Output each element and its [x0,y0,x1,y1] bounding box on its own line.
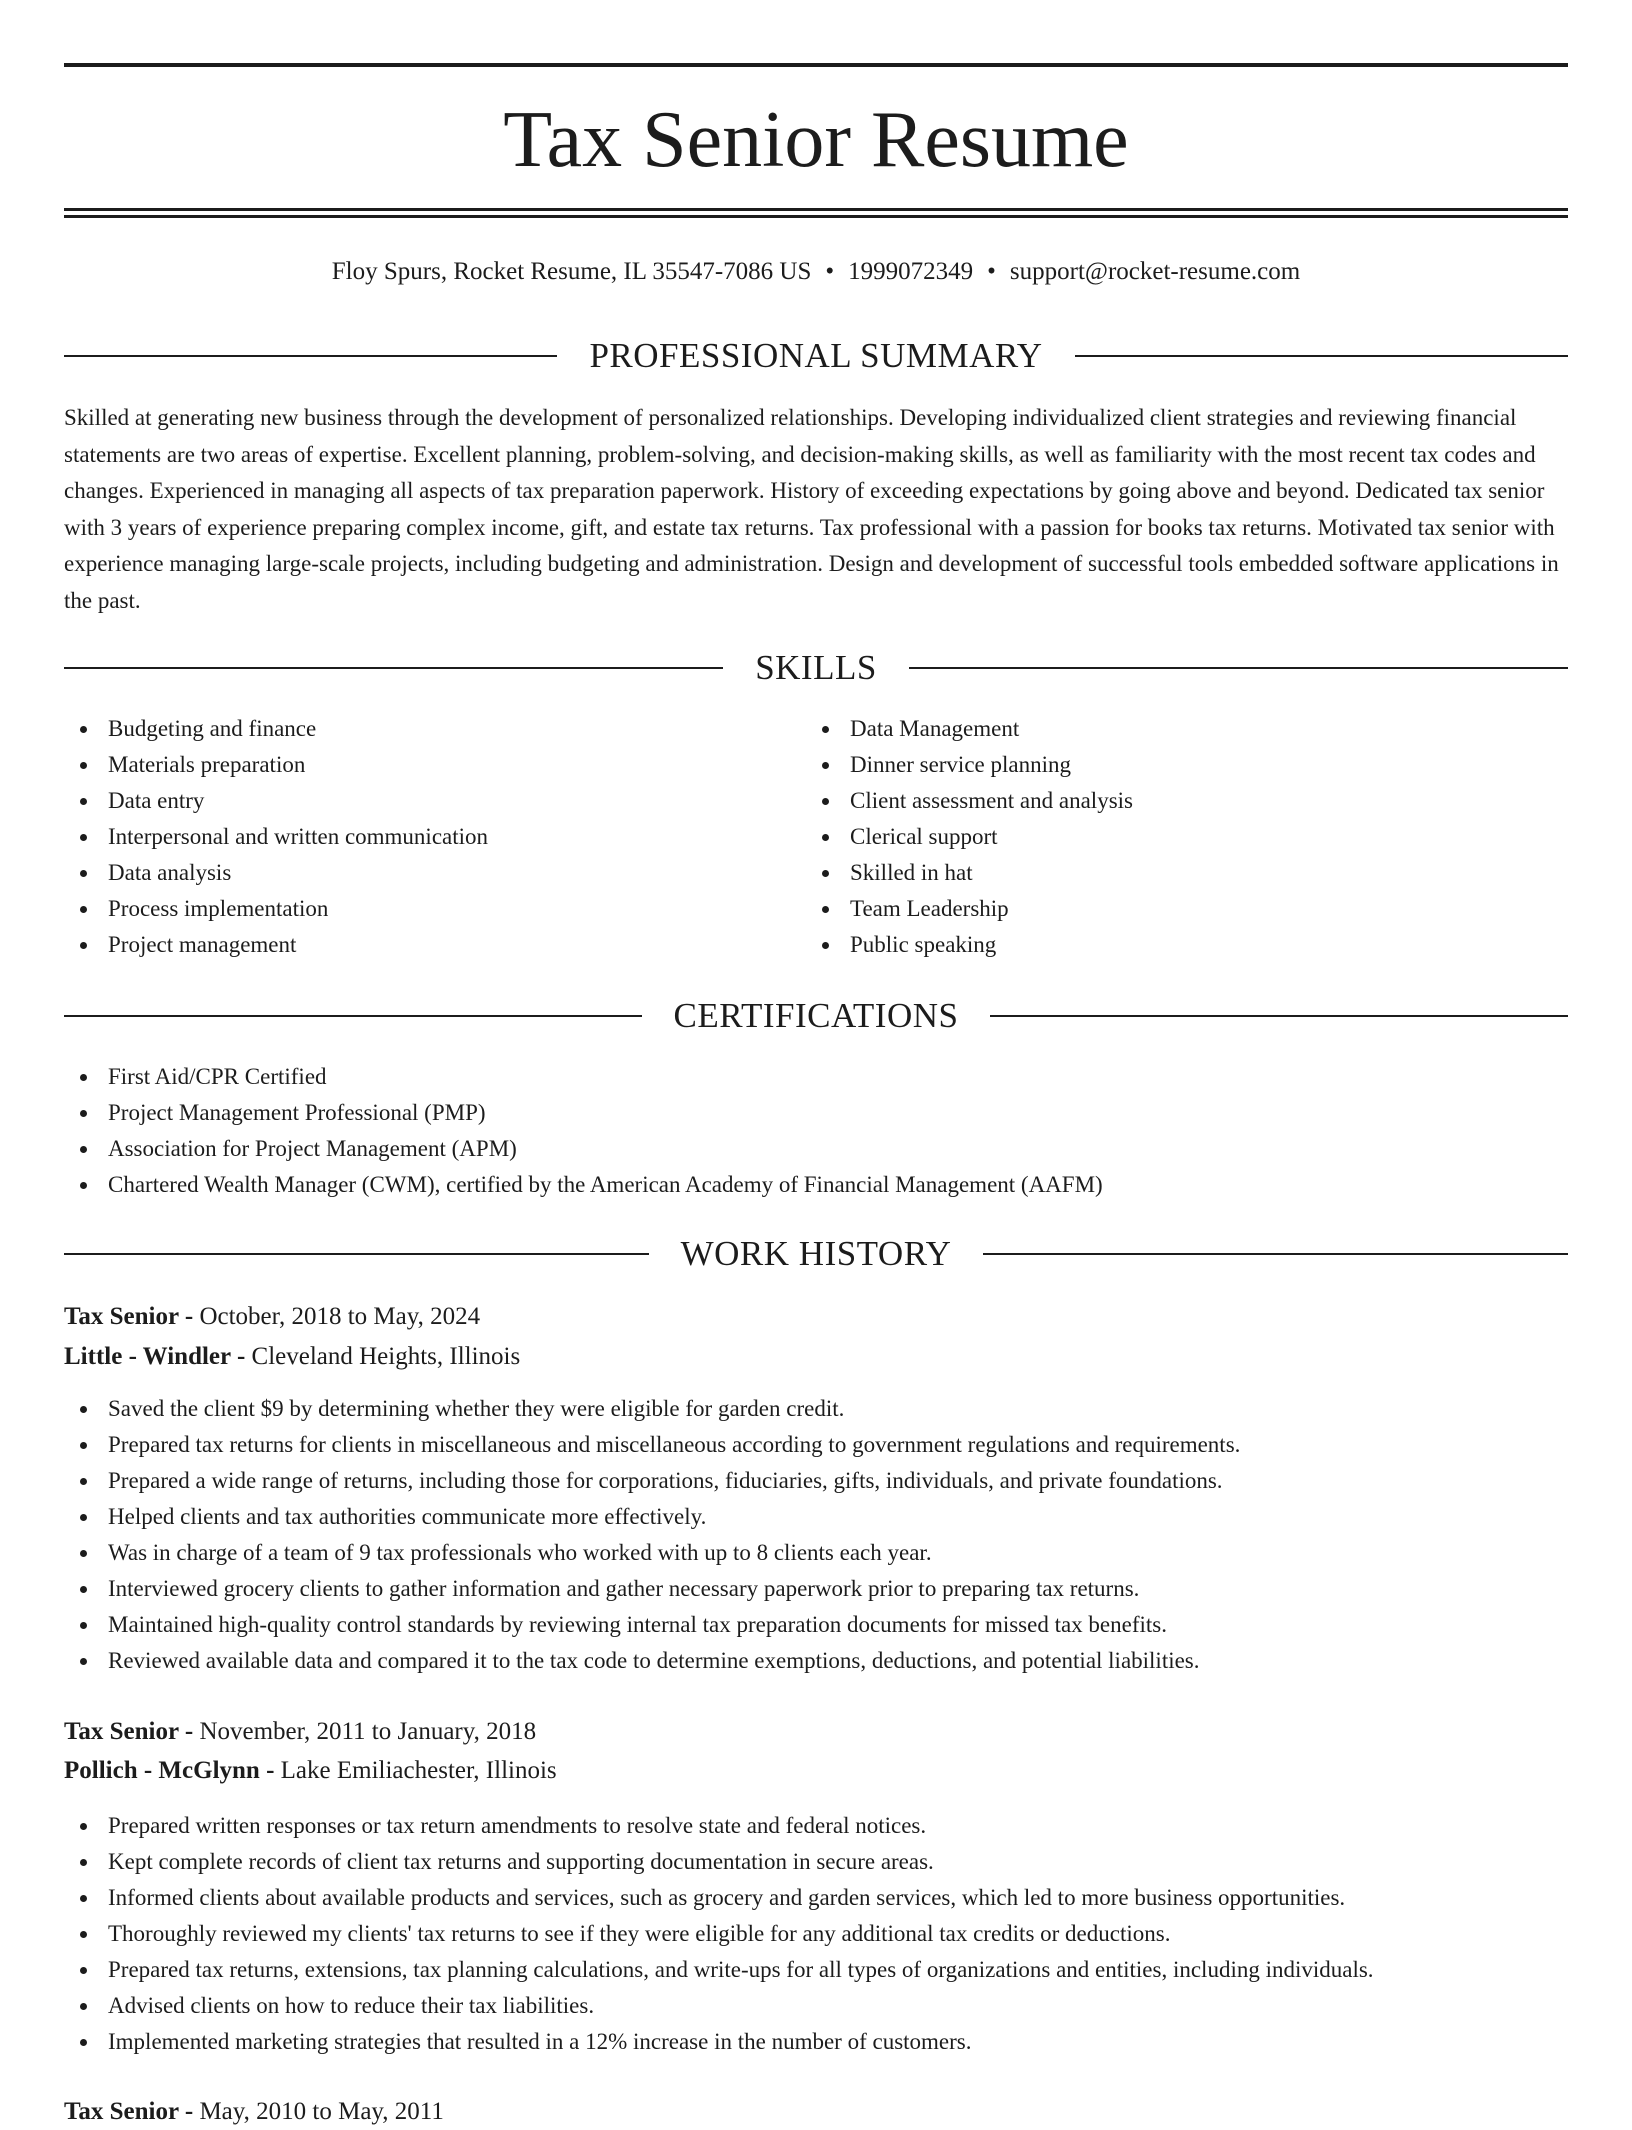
job-bullet: Thoroughly reviewed my clients' tax returns to see if they were eligible for any additional tax credits or deductions. [64,1916,1568,1952]
job-dates: May, 2010 to May, 2011 [199,2098,444,2125]
job-bullet: Prepared written responses or tax return amendments to resolve state and federal notices. [64,1808,1568,1844]
skill-item: Project management [64,927,804,963]
job-company: Pollich - McGlynn [64,1757,260,1784]
summary-heading [64,334,1568,378]
skill-item: Public speaking [806,927,1546,963]
skill-item: Budgeting and finance [64,711,804,747]
heading-rule-right [909,667,1568,669]
skills-list-left [64,711,804,963]
job-title-line: Tax Senior - November, 2011 to January, 2018 [64,1718,537,1745]
job-bullet: Helped clients and tax authorities communicate more effectively. [64,1499,1568,1535]
job-bullet: Advised clients on how to reduce their tax liabilities. [64,1988,1568,2024]
contact-info [64,254,1568,290]
skill-item: Process implementation [64,891,804,927]
skill-item: Data Management [806,711,1546,747]
page-title: Tax Senior Resume [503,96,1129,184]
certification-item: Project Management Professional (PMP) [64,1095,1568,1131]
job-bullet: Kept complete records of client tax returns and supporting documentation in secure areas. [64,1844,1568,1880]
skill-item: Skilled in hat [806,855,1546,891]
skills-list-right [806,711,1546,963]
job-bullet: Interviewed grocery clients to gather information and gather necessary paperwork prior to preparing tax returns. [64,1571,1568,1607]
job-bullet: Informed clients about available products and services, such as grocery and garden services, which led to more business opportunities. [64,1880,1568,1916]
job-bullet: Prepared a wide range of returns, including those for corporations, fiduciaries, gifts, individuals, and private foundations. [64,1463,1568,1499]
certification-item: Chartered Wealth Manager (CWM), certified by the American Academy of Financial Management (AAFM) [64,1167,1568,1203]
job-title-line: Tax Senior - October, 2018 to May, 2024 [64,1303,481,1330]
job-dates: November, 2011 to January, 2018 [199,1718,537,1745]
certifications-heading [64,994,1568,1038]
skills-heading [64,646,1568,690]
work-history-heading-label: WORK HISTORY [680,1234,952,1273]
certification-item: First Aid/CPR Certified [64,1059,1568,1095]
job-bullet: Maintained high-quality control standards by reviewing internal tax preparation documents for missed tax benefits. [64,1607,1568,1643]
skill-item: Data entry [64,783,804,819]
job-title: Tax Senior [64,1718,179,1745]
job-bullets [64,1808,1568,2060]
job-location: Lake Emiliachester, Illinois [280,1757,557,1784]
heading-rule-right [983,1253,1568,1255]
job-location: Cleveland Heights, Illinois [251,1343,521,1370]
heading-rule-left [64,667,723,669]
skill-item: Client assessment and analysis [806,783,1546,819]
job-bullet: Implemented marketing strategies that resulted in a 12% increase in the number of customers. [64,2024,1568,2060]
summary-text: Skilled at generating new business through the development of personalized relationships. Developing individualized client strategies and reviewing financial statements are two areas of expertise. Excellent planning, problem-solving, and decision-making skills, as well as familiarity with the most recent tax codes and changes. Experienced in managing all aspects of tax preparation paperwork. History of exceeding expectations by going above and beyond. Dedicated tax senior with 3 years of experience preparing complex income, gift, and estate tax returns. Tax professional with a passion for books tax returns. Motivated tax senior with experience managing large-scale projects, including budgeting and administration. Design and development of successful tools embedded software applications in the past. [64,405,1559,613]
skill-item: Clerical support [806,819,1546,855]
work-history-heading [64,1232,1568,1276]
heading-rule-left [64,1253,649,1255]
certifications-list [64,1059,1568,1203]
summary-heading-label: PROFESSIONAL SUMMARY [589,336,1043,375]
job-title-line: Tax Senior - May, 2010 to May, 2011 [64,2098,444,2125]
skill-item: Interpersonal and written communication [64,819,804,855]
contact-email: support@rocket-resume.com [1009,258,1301,285]
heading-rule-left [64,355,557,357]
job-bullets [64,1391,1568,1679]
job-company-line: Little - Windler - Cleveland Heights, Illinois [64,1343,521,1370]
heading-rule-left [64,1015,642,1017]
job-bullet: Reviewed available data and compared it to the tax code to determine exemptions, deductions, and potential liabilities. [64,1643,1568,1679]
heading-rule-right [990,1015,1568,1017]
certifications-heading-label: CERTIFICATIONS [673,996,959,1035]
contact-separator: • [987,258,996,285]
skill-item: Materials preparation [64,747,804,783]
heading-rule-right [1075,355,1568,357]
job-title: Tax Senior [64,2098,179,2125]
job-bullet: Saved the client $9 by determining whether they were eligible for garden credit. [64,1391,1568,1427]
job-bullet: Was in charge of a team of 9 tax professionals who worked with up to 8 clients each year. [64,1535,1568,1571]
header-double-rule-bottom [64,215,1568,218]
certification-item: Association for Project Management (APM) [64,1131,1568,1167]
job-dates: October, 2018 to May, 2024 [199,1303,481,1330]
job-company: Little - Windler [64,1343,231,1370]
resume-page [64,0,1568,2125]
skill-item: Dinner service planning [806,747,1546,783]
contact-separator: • [825,258,835,285]
skills-heading-label: SKILLS [755,648,877,687]
job-bullet: Prepared tax returns, extensions, tax planning calculations, and write-ups for all types of organizations and entities, including individuals. [64,1952,1568,1988]
contact-address: Floy Spurs, Rocket Resume, IL 35547-7086 US [331,258,812,285]
job-title: Tax Senior [64,1303,179,1330]
contact-phone: 1999072349 [848,258,974,285]
skill-item: Team Leadership [806,891,1546,927]
job-bullet: Prepared tax returns for clients in miscellaneous and miscellaneous according to government regulations and requirements. [64,1427,1568,1463]
skill-item: Data analysis [64,855,804,891]
header-double-rule-top [64,208,1568,211]
job-company-line: Pollich - McGlynn - Lake Emiliachester, Illinois [64,1757,557,1784]
header-top-rule [64,63,1568,67]
